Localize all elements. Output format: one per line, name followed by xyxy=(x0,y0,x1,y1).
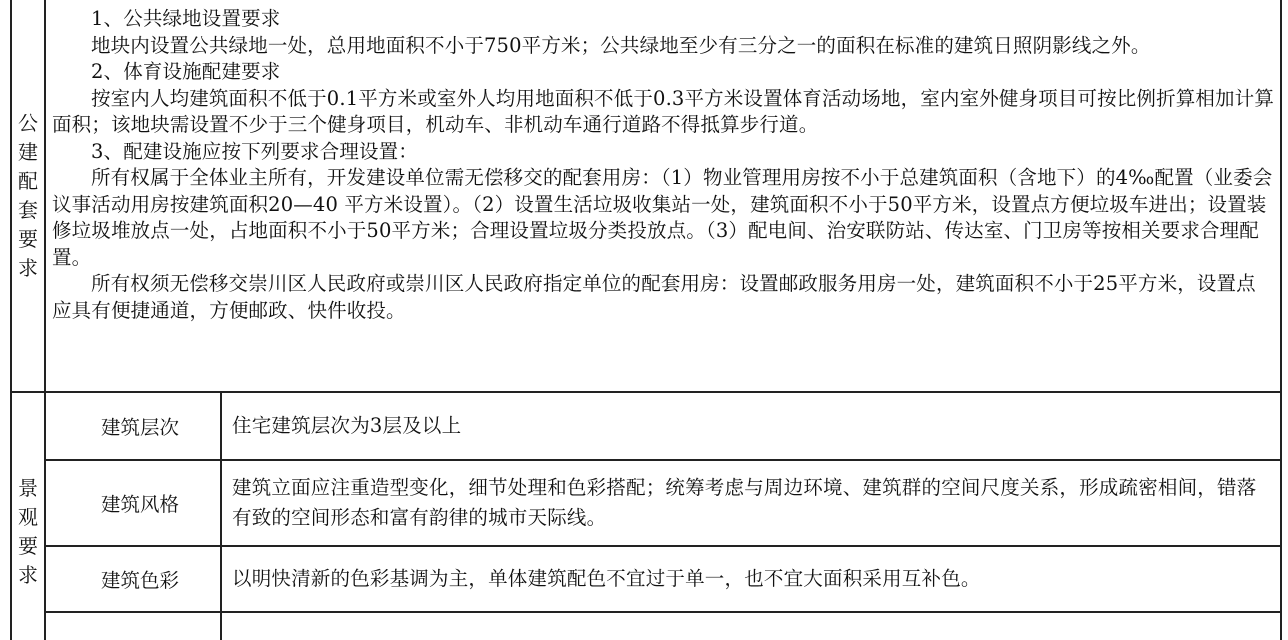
requirements-table xyxy=(10,0,1282,640)
row-content-building-color: 以明快清新的色彩基调为主，单体建筑配色不宜过于单一，也不宜大面积采用互补色。 xyxy=(232,567,981,590)
label-char: 求 xyxy=(18,255,38,280)
paragraph-owner-facilities: 所有权属于全体业主所有，开发建设单位需无偿移交的配套用房：（1）物业管理用房按不小于总建筑面积（含地下）的4‰配置（业委会议事活动用房按建筑面积20—40 平方米设置）。（2）设置生活垃圾收集站一处，建筑面积不小于50平方米，设置点方便垃圾车进出；设置装修垃圾堆放点一处，占地面积不小于50平方米；合理设置垃圾分类投放点。（3）配电间、治安联防站、传达室、门卫房等按相关要求合理配置。 xyxy=(52,166,1273,269)
section-label-landscape xyxy=(12,393,44,640)
label-char: 建 xyxy=(18,139,38,164)
row-divider xyxy=(44,611,1280,613)
label-column-divider xyxy=(44,0,46,640)
paragraph-sports-facilities: 按室内人均建筑面积不低于0.1平方米或室外人均用地面积不低于0.3平方米设置体育活动场地，室内室外健身项目可按比例折算相加计算面积；该地块需设置不少于三个健身项目，机动车、非机动车通行道路不得抵算步行道。 xyxy=(52,86,1274,136)
label-char: 配 xyxy=(18,168,38,193)
label-char: 要 xyxy=(18,533,38,558)
label-char: 公 xyxy=(18,110,38,135)
label-char: 景 xyxy=(18,475,38,500)
row-content-building-style: 建筑立面应注重造型变化，细节处理和色彩搭配；统筹考虑与周边环境、建筑群的空间尺度关系，形成疏密相间，错落有致的空间形态和富有韵律的城市天际线。 xyxy=(232,476,1257,529)
section-label-facilities xyxy=(12,0,44,391)
row-label-building-style: 建筑风格 xyxy=(100,493,179,516)
label-char: 观 xyxy=(18,504,38,529)
heading-supporting-facilities: 3、配建设施应按下列要求合理设置： xyxy=(91,139,418,163)
label-char: 求 xyxy=(18,562,38,587)
row-content-building-height: 住宅建筑层次为3层及以上 xyxy=(232,414,462,437)
paragraph-green-space: 地块内设置公共绿地一处，总用地面积不小于750平方米；公共绿地至少有三分之一的面积在标准的建筑日照阴影线之外。 xyxy=(91,33,1151,57)
heading-green-space: 1、公共绿地设置要求 xyxy=(91,7,281,30)
row-label-building-height: 建筑层次 xyxy=(100,416,179,439)
row-label-building-color: 建筑色彩 xyxy=(100,569,179,592)
heading-sports-facilities: 2、体育设施配建要求 xyxy=(91,60,281,83)
paragraph-government-facilities: 所有权须无偿移交崇川区人民政府或崇川区人民政府指定单位的配套用房：设置邮政服务用房一处，建筑面积不小于25平方米，设置点应具有便捷通道，方便邮政、快件收投。 xyxy=(52,272,1256,322)
facilities-requirements-text xyxy=(52,6,1274,324)
label-char: 套 xyxy=(18,197,38,222)
label-char: 要 xyxy=(18,226,38,251)
